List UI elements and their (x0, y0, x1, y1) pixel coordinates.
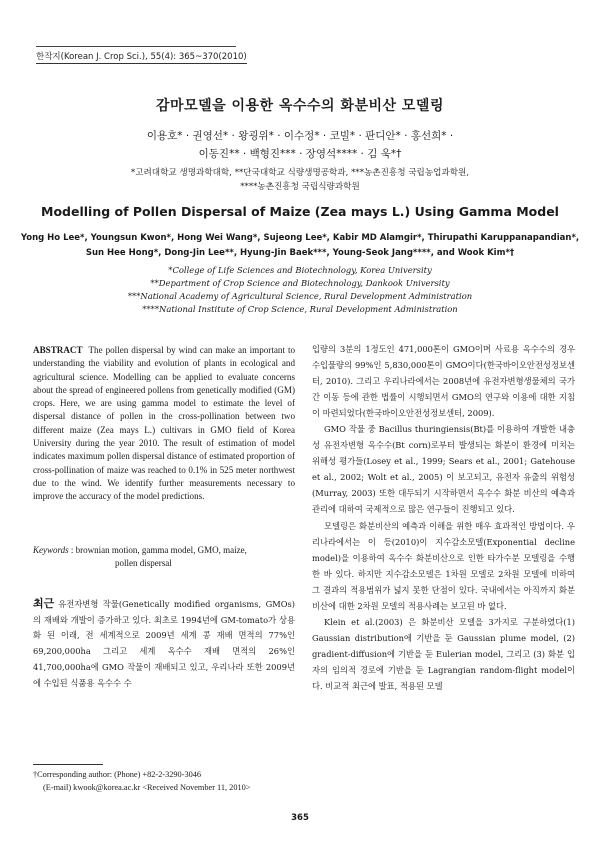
keywords-block (33, 544, 295, 571)
english-authors-line1: Yong Ho Lee*, Youngsun Kwon*, Hong Wei Wang*, Sujeong Lee*, Kabir MD Alamgir*, Thirupathi Karuppanapandian*, (20, 233, 580, 243)
introduction-block (33, 596, 295, 691)
introduction-text: 유전자변형 작물(Genetically modified organisms, GMOs)의 재배와 개발이 증가하고 있다. 최초로 1994년에 GM-tomato가 상용화 된 이래, 전 세계적으로 2009년 세계 콩 재배 면적의 77%인 69,200,000ha 그리고 세계 옥수수 재배 면적의 26%인 41,700,000ha에 GMO 작물이 재배되고 있고, 우리나라 또한 2009년에 수입된 식품용 옥수수 수 (33, 599, 295, 688)
paragraph-4: Klein et al.(2003) 은 화분비산 모델을 3가지로 구분하였다(1) Gaussian distribution에 기반을 둔 Gaussian plume model, (2) gradient-diffusion에 기반을 둔 Eulerian model, 그리고 (3) 화분 입자의 임의적 경로에 기반을 둔 Lagrangian random-flight model이다. 비교적 최근에 발표, 적용된 모델 (312, 616, 575, 691)
paragraph-1: 입량의 3분의 1정도인 471,000톤이 GMO이며 사료용 옥수수의 경우 수입물량의 99%인 5,830,000톤이 GMO이다(한국바이오안전성정보센터, 2010). 그리고 우리나라에서는 2008년에 유전자변형생물체의 국가 간 이동 등에 관한 법률이 시행되면서 GMO의 연구와 이용에 대한 지침이 마련되었다(한국바이오안전성정보센터, 2009). (312, 344, 575, 419)
korean-affiliations-line2: ****농촌진흥청 국립식량과학원 (240, 182, 360, 192)
footnote-rule (33, 764, 103, 765)
korean-authors-line2: 이동진** · 백형진*** · 장영석**** · 김 욱*† (198, 148, 402, 160)
right-column-text (312, 341, 575, 694)
keywords-line2: pollen dispersal (115, 558, 172, 569)
footnote-email-received: (E-mail) kwook@korea.ac.kr <Received November 11, 2010> (43, 783, 251, 792)
footnote-corresponding-author: †Corresponding author: (Phone) +82-2-3290-3046 (33, 770, 202, 779)
introduction-heading: 최근 (33, 597, 55, 610)
page-number: 365 (291, 813, 309, 823)
english-authors-line2: Sun Hee Hong*, Dong-Jin Lee**, Hyung-Jin Baek***, Young-Seok Jang****, and Wook Kim*† (85, 248, 515, 258)
abstract-text: The pollen dispersal by wind can make an important to understanding the viability and evolution of plants in ecological and agricultural science. Modelling can be applied to evaluate concerns about the spread of engineered pollens from genetically modified (GM) crops. Here, we are using gamma model to estimate the level of dispersal distance of pollen in the cross-pollination between two different maize (Zea mays L.) cultivars in GMO field of Korea University during the year 2010. The result of estimation of model indicates maximum pollen dispersal distance of estimated proportion of cross-pollination of maize was reached to 0.1% in 525 meter northwest due to the wind. We identify further measurements necessary to improve the accuracy of the model predictions. (33, 345, 296, 502)
header-rule (36, 46, 236, 47)
abstract-heading: ABSTRACT (33, 345, 83, 355)
abstract-block (33, 344, 295, 504)
journal-reference: 한작지(Korean J. Crop Sci.), 55(4): 365~370(2010) (36, 52, 247, 62)
english-affiliation-4: ****National Institute of Crop Science, Rural Development Administration (142, 304, 458, 314)
keywords-label: Keywords (33, 545, 69, 555)
english-title: Modelling of Pollen Dispersal of Maize (Zea mays L.) Using Gamma Model (41, 204, 559, 219)
paragraph-3: 모델링은 화분비산의 예측과 이해을 위한 매우 효과적인 방법이다. 우리나라에서는 이 등(2010)이 지수감소모델(Exponential decline model)을 이용하여 옥수수 화분비산으로 인한 타가수분 모델링을 수행한 바 있다. 하지만 지수감소모델은 1차원 모델로 2차원 모델에 비하여 그 결과의 적용범위가 넓지 못한 단점이 있다. 국내에서는 아직까지 화분비산에 대한 2차원 모델의 적용사례는 보고된 바 없다. (312, 520, 575, 611)
korean-title: 감마모델을 이용한 옥수수의 화분비산 모델링 (156, 98, 444, 114)
english-affiliation-3: ***National Academy of Agricultural Science, Rural Development Administration (127, 291, 473, 301)
english-affiliation-2: **Department of Crop Science and Biotechnology, Dankook University (150, 278, 450, 288)
paragraph-2: GMO 작물 중 Bacillus thuringiensis(Bt)를 이용하여 개발한 내충성 유전자변형 옥수수(Bt corn)로부터 발생되는 화분이 환경에 미치는 위해성 평가들(Losey et al., 1999; Sears et al., 2001; Gatehouse et al., 2002; Wolt et al., 2005) 이 보고되고, 유전자 유출의 위험성(Murray, 2003) 또한 대두되기 시작하면서 옥수수 화분 비산의 예측과 관리에 대하여 국제적으로 많은 연구들이 진행되고 있다. (312, 424, 575, 515)
english-affiliation-1: *College of Life Sciences and Biotechnology, Korea University (168, 265, 432, 275)
korean-affiliations-line1: *고려대학교 생명과학대학, **단국대학교 식량생명공학과, ***농촌진흥청 국립농업과학원, (130, 168, 470, 178)
keywords-line1: : brownian motion, gamma model, GMO, maize, (68, 545, 247, 555)
korean-authors-line1: 이용호* · 권영선* · 왕굉위* · 이수정* · 코빌* · 판디안* · 홍선희* · (146, 130, 454, 142)
